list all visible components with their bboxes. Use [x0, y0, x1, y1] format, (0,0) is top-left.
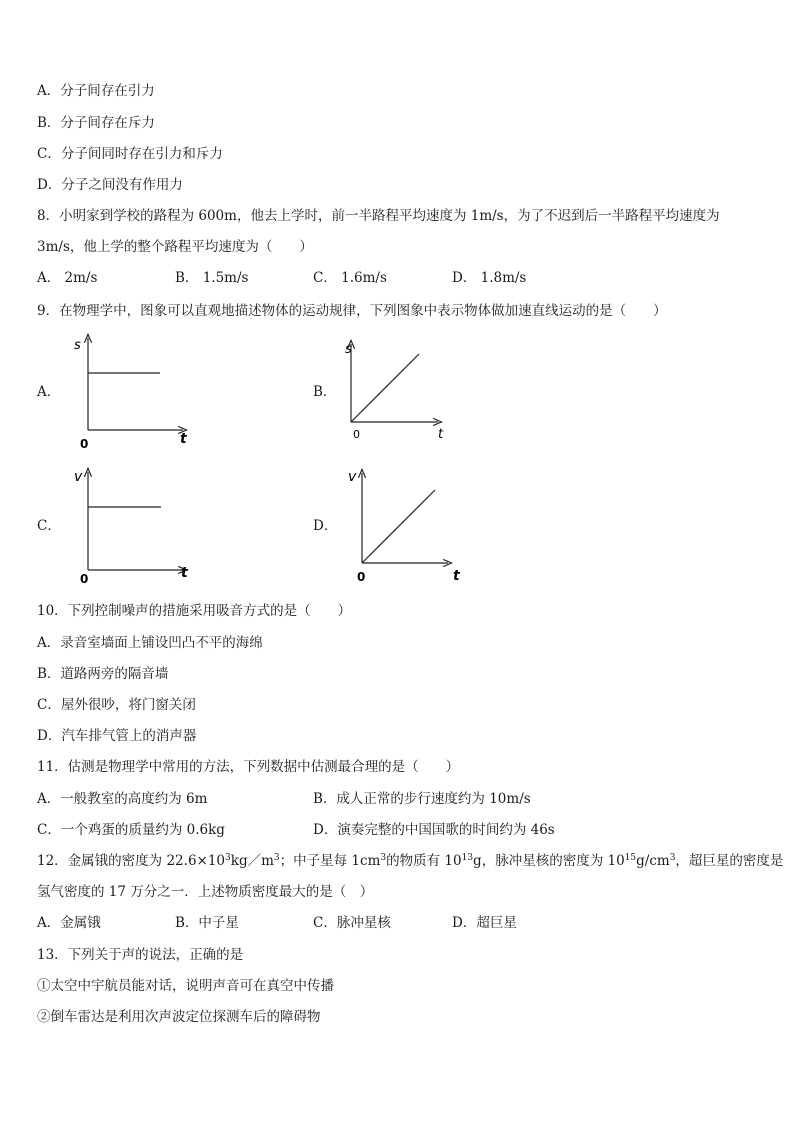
q12-stem-line1: 12．金属锇的密度为 $22.6\times 10^3kg/m^3$；中子星每 $1cm^3$的物质有 $10^{13}g$，脉冲星核的密度为 $10^{15}g/cm^3$，超巨星的密度是: [37, 853, 784, 869]
x-axis-label: t: [180, 431, 187, 447]
y-axis-label: s: [345, 342, 352, 357]
y-axis-label: s: [74, 338, 81, 353]
q12-option-c: C．脉冲星核: [313, 915, 391, 931]
q13-stem: 13．下列关于声的说法，正确的是: [37, 947, 244, 963]
q13-statement-2: ②倒车雷达是利用次声波定位探测车后的障碍物: [37, 1009, 321, 1025]
q10-stem: 10．下列控制噪声的措施采用吸音方式的是（ ）: [37, 603, 352, 619]
q11-option-a: A．一般教室的高度约为 6m: [37, 791, 208, 807]
y-axis-label: v: [74, 469, 83, 485]
y-axis-label: v: [348, 469, 357, 485]
q7-option-b: B．分子间存在斥力: [37, 115, 155, 131]
origin-label: 0: [353, 428, 360, 441]
origin-label: 0: [80, 572, 89, 586]
q8-option-b: B． 1.5m/s: [175, 270, 249, 286]
q9-graph-c: [70, 468, 200, 588]
q9-option-a-label: A．: [37, 384, 61, 400]
q8-stem-line2: 3m/s，他上学的整个路程平均速度为（ ）: [37, 239, 313, 255]
q7-option-c: C．分子间同时存在引力和斥力: [37, 146, 223, 162]
q8-option-d: D． 1.8m/s: [452, 270, 527, 286]
q9-graph-d: [343, 468, 468, 588]
q9-graph-a: [70, 335, 200, 455]
q12-stem-line2: 氢气密度的 17 万分之一．上述物质密度最大的是（ ）: [37, 884, 374, 900]
x-axis-label: t: [453, 568, 460, 584]
q9-option-b-label: B．: [313, 384, 337, 400]
q10-option-c: C．屋外很吵，将门窗关闭: [37, 697, 196, 713]
x-axis-label: t: [181, 565, 188, 581]
x-axis-label: t: [438, 427, 444, 442]
q7-option-d: D．分子之间没有作用力: [37, 177, 183, 193]
q10-option-a: A．录音室墙面上铺设凹凸不平的海绵: [37, 635, 263, 651]
q9-option-d-label: D．: [313, 518, 338, 534]
q12-option-d: D．超巨星: [452, 915, 517, 931]
q11-option-c: C．一个鸡蛋的质量约为 0.6kg: [37, 822, 225, 838]
q7-option-a: A．分子间存在引力: [37, 83, 155, 99]
q8-option-a: A． 2m/s: [37, 270, 98, 286]
q11-stem: 11．估测是物理学中常用的方法，下列数据中估测最合理的是（ ）: [37, 759, 460, 775]
origin-label: 0: [357, 570, 366, 584]
origin-label: 0: [80, 437, 89, 451]
q11-option-d: D．演奏完整的中国国歌的时间约为 46s: [313, 822, 555, 838]
q9-stem: 9．在物理学中，图象可以直观地描述物体的运动规律，下列图象中表示物体做加速直线运动的是（ ）: [37, 303, 667, 319]
q12-option-a: A．金属锇: [37, 915, 101, 931]
q11-option-b: B．成人正常的步行速度约为 10m/s: [313, 791, 531, 807]
graph-line: [362, 490, 435, 563]
q13-statement-1: ①太空中宇航员能对话，说明声音可在真空中传播: [37, 978, 334, 994]
graph-line: [351, 354, 419, 422]
q10-option-d: D．汽车排气管上的消声器: [37, 728, 197, 744]
q9-option-c-label: C．: [37, 518, 61, 534]
q12-option-b: B．中子星: [175, 915, 239, 931]
q9-graph-b: [338, 338, 458, 448]
q8-stem-line1: 8．小明家到学校的路程为 600m，他去上学时，前一半路程平均速度为 1m/s，为了不迟到后一半路程平均速度为: [37, 208, 720, 224]
q10-option-b: B．道路两旁的隔音墙: [37, 666, 169, 682]
q8-option-c: C． 1.6m/s: [313, 270, 387, 286]
